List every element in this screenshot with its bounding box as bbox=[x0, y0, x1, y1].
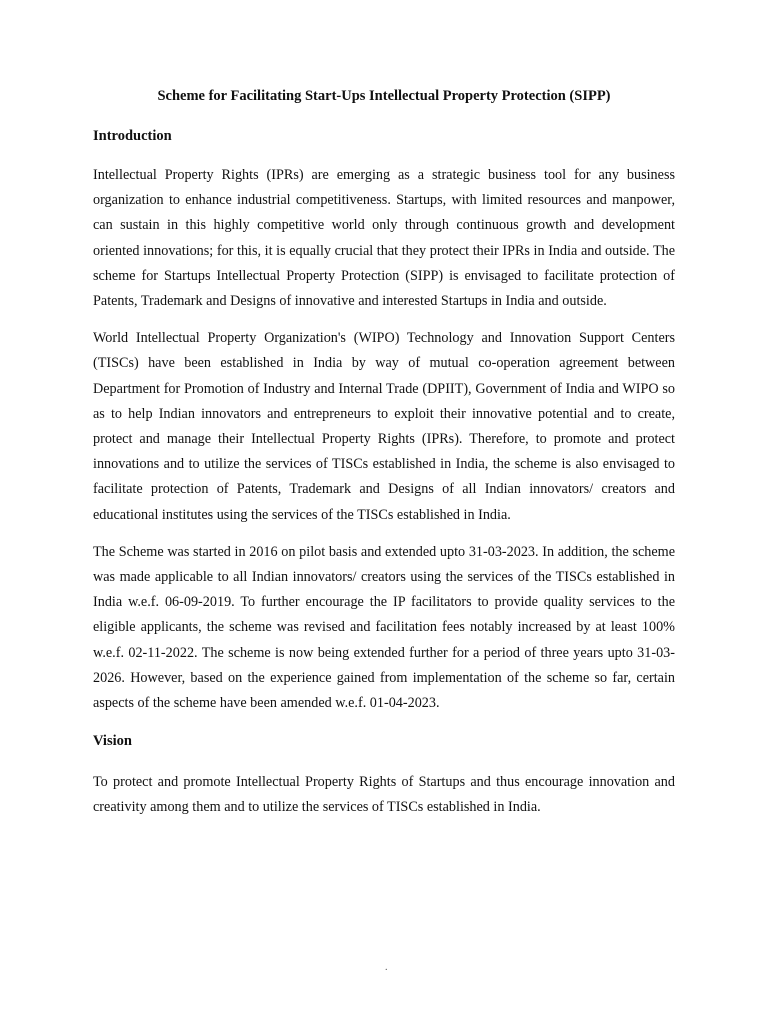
vision-paragraph: To protect and promote Intellectual Property Rights of Startups and thus encourage innovation and creativity among them and to utilize the services of TISCs established in India. bbox=[93, 774, 675, 816]
document-page bbox=[93, 86, 675, 821]
section-heading-introduction: Introduction bbox=[93, 128, 172, 144]
section-heading-vision: Vision bbox=[93, 733, 132, 750]
document-title: Scheme for Facilitating Start-Ups Intellectual Property Protection (SIPP) bbox=[157, 88, 611, 104]
intro-paragraph-2: World Intellectual Property Organization's (WIPO) Technology and Innovation Support Centers (TISCs) have been established in India by way of mutual co-operation agreement between Department for Promotion of Industry and Internal Trade (DPIIT), Government of India and WIPO so as to help Indian innovators and entrepreneurs to exploit their innovative potential and to create, protect and manage their Intellectual Property Rights (IPRs). Therefore, to promote and protect innovations and to utilize the services of TISCs established in India, the scheme is also envisaged to facilitate protection of Patents, Trademark and Designs of all Indian innovators/ creators and educational institutes using the services of the TISCs established in India. bbox=[93, 330, 675, 523]
footer-mark: . bbox=[385, 962, 388, 973]
intro-paragraph-3: The Scheme was started in 2016 on pilot basis and extended upto 31-03-2023. In addition, the scheme was made applicable to all Indian innovators/ creators using the services of the TISCs established in India w.e.f. 06-09-2019. To further encourage the IP facilitators to provide quality services to the eligible applicants, the scheme was revised and facilitation fees notably increased by at least 100% w.e.f. 02-11-2022. The scheme is now being extended further for a period of three years upto 31-03-2026. However, based on the experience gained from implementation of the scheme so far, certain aspects of the scheme have been amended w.e.f. 01-04-2023. bbox=[93, 543, 675, 712]
intro-paragraph-1: Intellectual Property Rights (IPRs) are emerging as a strategic business tool for any business organization to enhance industrial competitiveness. Startups, with limited resources and manpower, can sustain in this highly competitive world only through continuous growth and development oriented innovations; for this, it is equally crucial that they protect their IPRs in India and outside. The scheme for Startups Intellectual Property Protection (SIPP) is envisaged to facilitate protection of Patents, Trademark and Designs of innovative and interested Startups in India and outside. bbox=[93, 167, 675, 310]
